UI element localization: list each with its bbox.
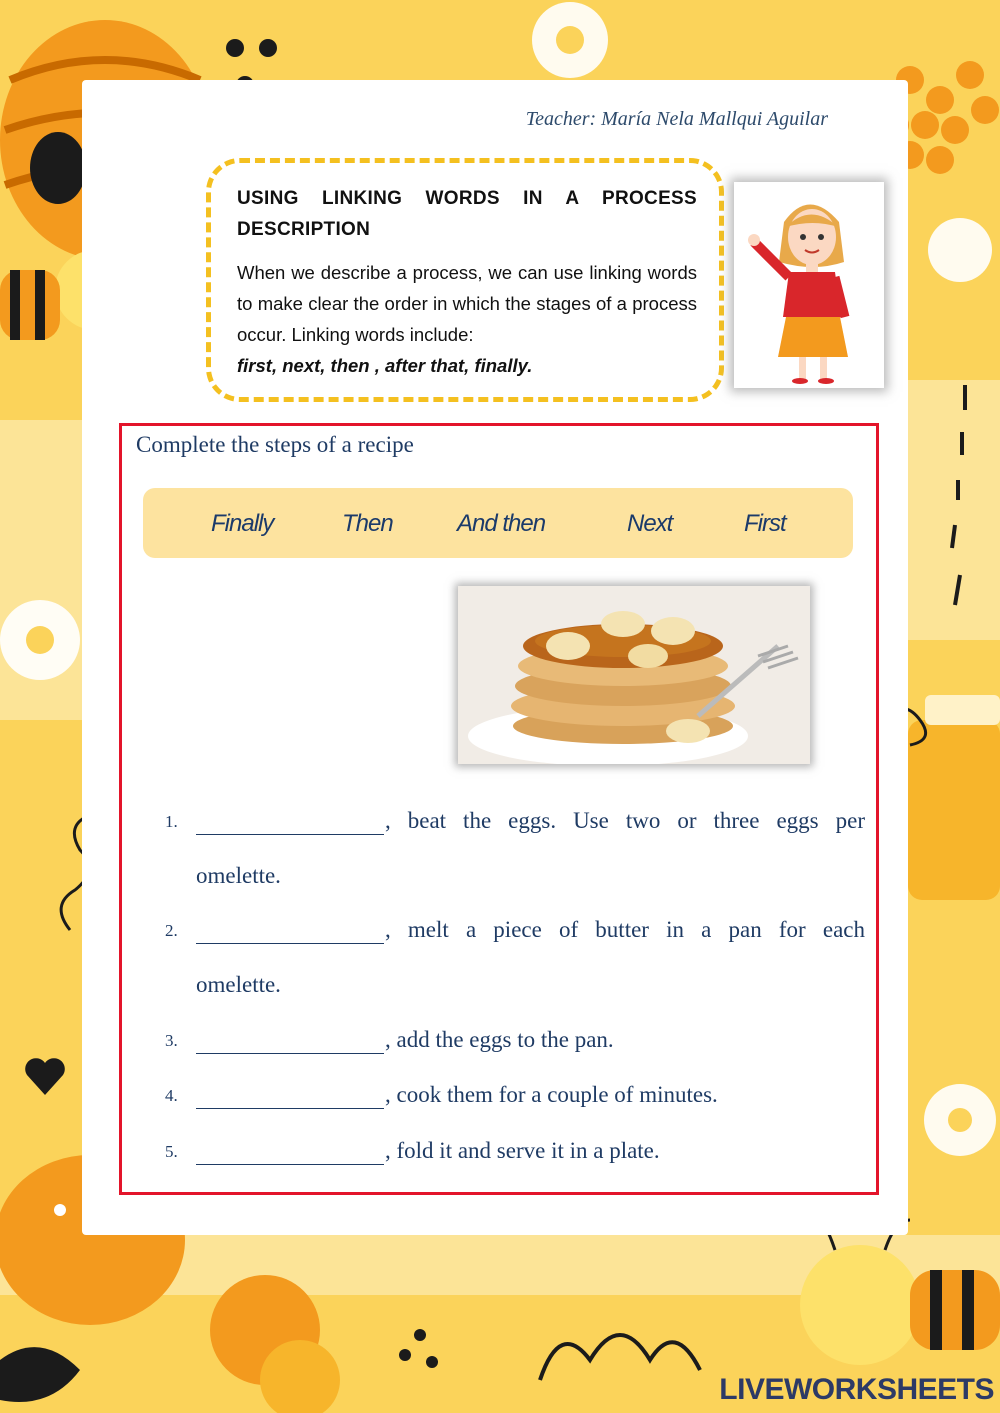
pancakes-icon	[458, 586, 810, 764]
liveworksheets-text: LIVEWORKSHEETS	[719, 1373, 994, 1406]
pancakes-photo	[458, 586, 810, 764]
teacher-name: Teacher: María Nela Mallqui Aguilar	[525, 108, 828, 130]
word-bank	[143, 488, 853, 558]
answer-blank-4[interactable]	[196, 1082, 384, 1109]
answer-blank-2[interactable]	[196, 917, 384, 944]
step-text-continued: omelette.	[196, 972, 281, 997]
step-text: , add the eggs to the pan.	[385, 1027, 614, 1052]
answer-blank-5[interactable]	[196, 1138, 384, 1165]
word-bank-item: First	[744, 510, 786, 537]
step-number: 4.	[165, 1086, 178, 1105]
liveworksheets-logo	[719, 1373, 994, 1407]
task-instruction: Complete the steps of a recipe	[136, 432, 414, 457]
step-number: 3.	[165, 1031, 178, 1050]
step-number: 2.	[165, 921, 178, 940]
word-bank-item: Finally	[211, 510, 274, 537]
answer-blank-3[interactable]	[196, 1027, 384, 1054]
teacher-icon	[734, 182, 884, 388]
step-text: , cook them for a couple of minutes.	[385, 1082, 718, 1107]
step-4	[165, 1082, 865, 1112]
word-bank-item: Next	[627, 510, 673, 537]
step-2	[165, 917, 865, 997]
step-3	[165, 1027, 865, 1057]
info-title: USING LINKING WORDS IN A PROCESS DESCRIPTION	[237, 188, 697, 240]
step-5	[165, 1138, 865, 1168]
step-1	[165, 808, 865, 888]
step-text-continued: omelette.	[196, 863, 281, 888]
word-bank-item: Then	[342, 510, 393, 537]
linking-words-list: first, next, then , after that, finally.	[237, 355, 533, 376]
info-box	[206, 158, 724, 402]
info-body: When we describe a process, we can use linking words to make clear the order in which the stages of a process occur. Linking words include:	[237, 262, 697, 345]
answer-blank-1[interactable]	[196, 808, 384, 835]
step-text: , melt a piece of butter in a pan for each	[385, 917, 865, 942]
step-number: 1.	[165, 812, 178, 831]
step-text: , fold it and serve it in a plate.	[385, 1138, 660, 1163]
step-text: , beat the eggs. Use two or three eggs per	[385, 808, 865, 833]
teacher-illustration	[734, 182, 884, 388]
word-bank-item: And then	[457, 510, 546, 537]
step-number: 5.	[165, 1142, 178, 1161]
